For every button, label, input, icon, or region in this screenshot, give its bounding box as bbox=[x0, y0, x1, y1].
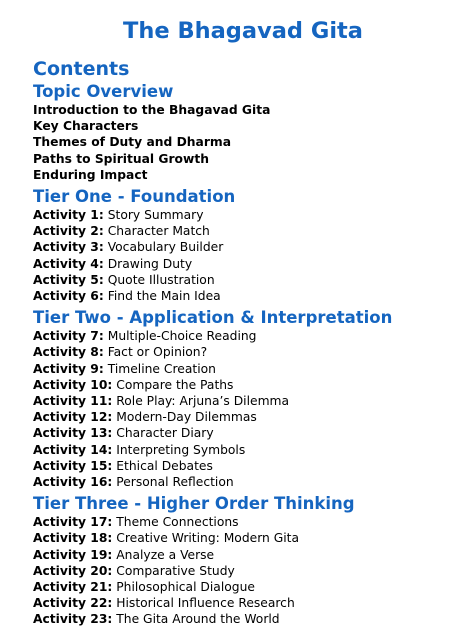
activity-label: Activity 19: bbox=[33, 547, 113, 562]
activity-title: Character Diary bbox=[116, 426, 214, 441]
activity-label: Activity 7: bbox=[33, 329, 104, 344]
activity-item bbox=[33, 611, 453, 627]
tier-two-section bbox=[33, 307, 453, 490]
activity-title: Historical Influence Research bbox=[116, 596, 295, 611]
activity-label: Activity 22: bbox=[33, 596, 113, 611]
tier-three-activity-list bbox=[33, 514, 453, 627]
activity-title: Fact or Opinion? bbox=[107, 345, 208, 360]
activity-title: Multiple-Choice Reading bbox=[107, 329, 257, 344]
activity-item bbox=[33, 425, 453, 441]
activity-item bbox=[33, 223, 453, 239]
activity-label: Activity 16: bbox=[33, 475, 113, 490]
activity-label: Activity 2: bbox=[33, 224, 104, 239]
activity-title: Drawing Duty bbox=[107, 256, 193, 271]
activity-title: Story Summary bbox=[107, 208, 204, 223]
activity-item bbox=[33, 256, 453, 272]
activity-item bbox=[33, 288, 453, 304]
document-title: The Bhagavad Gita bbox=[122, 18, 363, 44]
activity-title: Interpreting Symbols bbox=[116, 442, 246, 457]
activity-label: Activity 9: bbox=[33, 361, 104, 376]
activity-title: Creative Writing: Modern Gita bbox=[116, 531, 300, 546]
activity-item bbox=[33, 547, 453, 563]
activity-item bbox=[33, 409, 453, 425]
activity-label: Activity 18: bbox=[33, 531, 113, 546]
activity-title: Quote Illustration bbox=[107, 272, 215, 287]
topic-item: Introduction to the Bhagavad Gita bbox=[33, 103, 271, 117]
activity-label: Activity 5: bbox=[33, 272, 104, 287]
topic-item: Paths to Spiritual Growth bbox=[33, 151, 209, 166]
activity-title: Compare the Paths bbox=[116, 377, 234, 392]
activity-label: Activity 13: bbox=[33, 426, 113, 441]
activity-item bbox=[33, 377, 453, 393]
activity-label: Activity 15: bbox=[33, 458, 113, 473]
activity-label: Activity 23: bbox=[33, 612, 113, 627]
activity-label: Activity 3: bbox=[33, 240, 104, 255]
activity-item bbox=[33, 207, 453, 223]
activity-label: Activity 6: bbox=[33, 289, 104, 304]
tier-three-section bbox=[33, 493, 453, 627]
activity-label: Activity 8: bbox=[33, 345, 104, 360]
activity-title: Role Play: Arjuna’s Dilemma bbox=[116, 394, 290, 409]
topic-overview-heading: Topic Overview bbox=[33, 82, 174, 101]
activity-title: Character Match bbox=[107, 224, 210, 239]
topic-item: Enduring Impact bbox=[33, 167, 148, 182]
activity-item bbox=[33, 579, 453, 595]
activity-item bbox=[33, 530, 453, 546]
tier-two-heading: Tier Two - Application & Interpretation bbox=[33, 308, 393, 328]
tier-two-activity-list bbox=[33, 328, 453, 490]
activity-item bbox=[33, 272, 453, 288]
activity-item bbox=[33, 344, 453, 360]
activity-item bbox=[33, 563, 453, 579]
contents-heading: Contents bbox=[33, 58, 130, 80]
activity-label: Activity 20: bbox=[33, 563, 113, 578]
topic-item: Key Characters bbox=[33, 119, 139, 134]
activity-item bbox=[33, 514, 453, 530]
activity-label: Activity 12: bbox=[33, 410, 113, 425]
tier-one-activity-list bbox=[33, 207, 453, 304]
activity-item bbox=[33, 393, 453, 409]
activity-item bbox=[33, 328, 453, 344]
activity-title: The Gita Around the World bbox=[116, 612, 280, 627]
activity-item bbox=[33, 595, 453, 611]
tier-three-heading: Tier Three - Higher Order Thinking bbox=[33, 494, 355, 514]
activity-title: Find the Main Idea bbox=[107, 289, 221, 304]
activity-label: Activity 4: bbox=[33, 256, 104, 271]
activity-label: Activity 14: bbox=[33, 442, 113, 457]
activity-title: Vocabulary Builder bbox=[107, 240, 224, 255]
activity-item bbox=[33, 361, 453, 377]
activity-title: Modern-Day Dilemmas bbox=[116, 410, 257, 425]
activity-label: Activity 11: bbox=[33, 394, 113, 409]
activity-item bbox=[33, 239, 453, 255]
activity-title: Analyze a Verse bbox=[116, 547, 215, 562]
topic-list bbox=[33, 102, 453, 183]
activity-title: Philosophical Dialogue bbox=[116, 580, 255, 595]
activity-label: Activity 21: bbox=[33, 580, 113, 595]
activity-item bbox=[33, 474, 453, 490]
tier-one-heading: Tier One - Foundation bbox=[33, 187, 236, 207]
activity-item bbox=[33, 458, 453, 474]
activity-title: Theme Connections bbox=[116, 515, 239, 530]
activity-title: Ethical Debates bbox=[116, 458, 213, 473]
activity-label: Activity 10: bbox=[33, 377, 113, 392]
activity-title: Comparative Study bbox=[116, 563, 235, 578]
activity-title: Timeline Creation bbox=[107, 361, 216, 376]
topic-overview-section bbox=[33, 81, 453, 183]
activity-label: Activity 1: bbox=[33, 208, 104, 223]
activity-label: Activity 17: bbox=[33, 515, 113, 530]
topic-item: Themes of Duty and Dharma bbox=[33, 135, 232, 150]
activity-title: Personal Reflection bbox=[116, 475, 234, 490]
activity-item bbox=[33, 442, 453, 458]
tier-one-section bbox=[33, 186, 453, 304]
